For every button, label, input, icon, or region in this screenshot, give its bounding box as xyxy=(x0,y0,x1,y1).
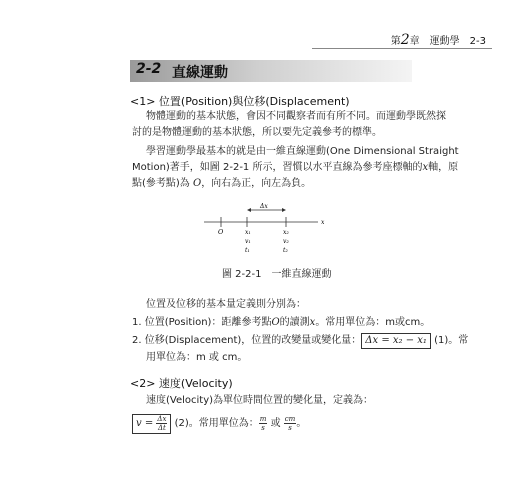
velocity-intro: 速度(Velocity)為單位時間位置的變化量，定義為： xyxy=(146,395,374,406)
running-head xyxy=(336,32,486,48)
paragraph-line: Motion)著手，如圖 2-2-1 所示，習慣以水平直線為參考座標軸的x軸，原 xyxy=(132,162,459,173)
paragraph-line: 討的是物體運動的基本狀態，所以要先定義參考的標準。 xyxy=(132,127,382,138)
displacement-equation: Δx = x₂ − x₁ xyxy=(361,333,431,349)
section-title: 直線運動 xyxy=(172,65,228,81)
paragraph-line: 點(參考點)為 O，向右為正，向左為負。 xyxy=(132,178,312,189)
header-rule xyxy=(312,48,492,49)
x2-label: x₂ xyxy=(283,229,289,236)
delta-x-label: Δx xyxy=(260,203,268,210)
paragraph-line: 學習運動學最基本的就是由一維直線運動(One Dimensional Straight xyxy=(146,146,459,157)
paragraph-line: 物體運動的基本狀態，會因不同觀察者而有所不同。而運動學既然探 xyxy=(146,111,446,122)
chapter-prefix: 第 xyxy=(390,36,401,47)
number-line-diagram xyxy=(200,202,330,262)
subsection-title-velocity: <2> 速度(Velocity) xyxy=(130,377,233,390)
x1-label: x₁ xyxy=(245,229,251,236)
subsection-title-position: <1> 位置(Position)與位移(Displacement) xyxy=(130,95,350,108)
t1-label: t₁ xyxy=(245,247,250,254)
t2-label: t₂ xyxy=(283,247,288,254)
figure-caption: 圖 2-2-1 一維直線運動 xyxy=(222,269,332,280)
v1-label: v₁ xyxy=(245,238,251,245)
chapter-suffix: 章 運動學 2-3 xyxy=(409,36,486,47)
definition-displacement: 2. 位移(Displacement)，位置的改變量或變化量： Δx = x₂ − x₁ (1)。常 xyxy=(132,333,468,349)
definition-position: 1. 位置(Position)：距離參考點O的讀測x。常用單位為：m或cm。 xyxy=(132,317,431,328)
definitions-intro: 位置及位移的基本量定義則分別為： xyxy=(146,299,306,310)
v2-label: v₂ xyxy=(283,238,289,245)
origin-label: O xyxy=(218,228,224,236)
displacement-unit-line: 用單位為：m 或 cm。 xyxy=(146,352,248,363)
section-number: 2-2 xyxy=(136,61,162,77)
velocity-equation: v = $\frac{\Delta x}{\Delta t}$ xyxy=(132,414,171,434)
chapter-number: 2 xyxy=(400,32,410,48)
axis-label: x xyxy=(321,219,325,226)
velocity-equation-line: v = $\frac{\Delta x}{\Delta t}$ (2)。常用單位為： $\frac{m}{s}$ 或 $\frac{cm}{s}$ 。 xyxy=(132,414,306,434)
